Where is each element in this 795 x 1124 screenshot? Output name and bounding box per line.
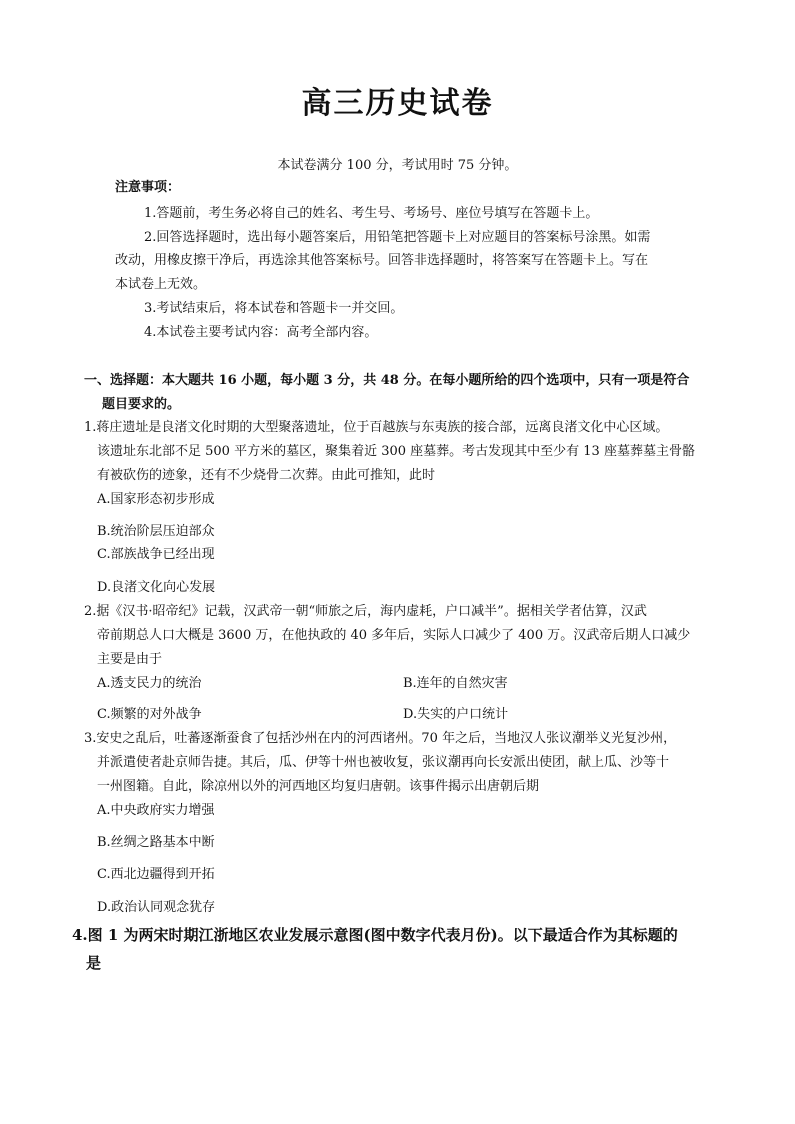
question-1-stem: 该遗址东北部不足 500 平方米的墓区，聚集着近 300 座墓葬。考古发现其中至少有 13 座墓葬墓主骨骼 [97,444,695,459]
notice-item: 1.答题前，考生务必将自己的姓名、考生号、考场号、座位号填写在答题卡上。 [144,206,599,221]
notice-item: 本试卷上无效。 [115,277,207,292]
notice-heading: 注意事项： [115,180,181,195]
notice-item: 2.回答选择题时，选出每小题答案后，用铅笔把答题卡上对应题目的答案标号涂黑。如需 [144,230,651,245]
question-3-stem: 并派遣使者赴京师告捷。其后，瓜、伊等十州也被收复，张议潮再向长安派出使团，献上瓜、沙等十 [97,755,670,770]
question-1-option-a: A.国家形态初步形成 [97,492,215,507]
question-3-option-d: D.政治认同观念犹存 [97,900,216,915]
question-1-option-b: B.统治阶层压迫部众 [97,524,215,539]
question-1-stem: 有被砍伤的迹象，还有不少烧骨二次葬。由此可推知，此时 [97,468,436,483]
question-4-stem: 是 [86,954,102,972]
question-1-stem: 1.蒋庄遗址是良渚文化时期的大型聚落遗址，位于百越族与东夷族的接合部，远离良渚文化中心区域。 [84,420,669,435]
question-3-option-b: B.丝绸之路基本中断 [97,835,215,850]
question-2-stem: 主要是由于 [97,652,163,667]
question-1-option-d: D.良渚文化向心发展 [97,580,216,595]
question-3-stem: 3.安史之乱后，吐蕃逐渐蚕食了包括沙州在内的河西诸州。70 年之后，当地汉人张议潮举义光复沙州， [84,731,677,746]
notice-item: 改动，用橡皮擦干净后，再选涂其他答案标号。回答非选择题时，将答案写在答题卡上。写在 [115,253,649,268]
question-2-option-d: D.失实的户口统计 [403,707,509,722]
section-heading: 一、选择题：本大题共 16 小题，每小题 3 分，共 48 分。在每小题所给的四个选项中，只有一项是符合 [84,373,690,388]
question-2-stem: 帝前期总人口大概是 3600 万，在他执政的 40 多年后，实际人口减少了 400 万。汉武帝后期人口减少 [97,628,691,643]
question-2-option-b: B.连年的自然灾害 [403,676,508,691]
question-1-option-c: C.部族战争已经出现 [97,547,215,562]
page-title: 高三历史试卷 [301,86,494,121]
question-4-stem: 4.图 1 为两宋时期江浙地区农业发展示意图(图中数字代表月份)。以下最适合作为其标题的 [72,926,678,944]
question-2-stem: 2.据《汉书·昭帝纪》记载，汉武帝一朝“师旅之后，海内虚耗，户口减半”。据相关学者估算，汉武 [84,604,647,619]
exam-info: 本试卷满分 100 分，考试用时 75 分钟。 [277,158,518,173]
question-3-option-a: A.中央政府实力增强 [97,803,215,818]
notice-item: 3.考试结束后，将本试卷和答题卡一并交回。 [144,301,404,316]
question-3-stem: 一州图籍。自此，除凉州以外的河西地区均复归唐朝。该事件揭示出唐朝后期 [97,779,540,794]
question-2-option-a: A.透支民力的统治 [97,676,202,691]
question-3-option-c: C.西北边疆得到开拓 [97,867,215,882]
question-2-option-c: C.频繁的对外战争 [97,707,202,722]
section-heading-cont: 题目要求的。 [102,397,181,412]
notice-item: 4.本试卷主要考试内容：高考全部内容。 [144,325,378,340]
